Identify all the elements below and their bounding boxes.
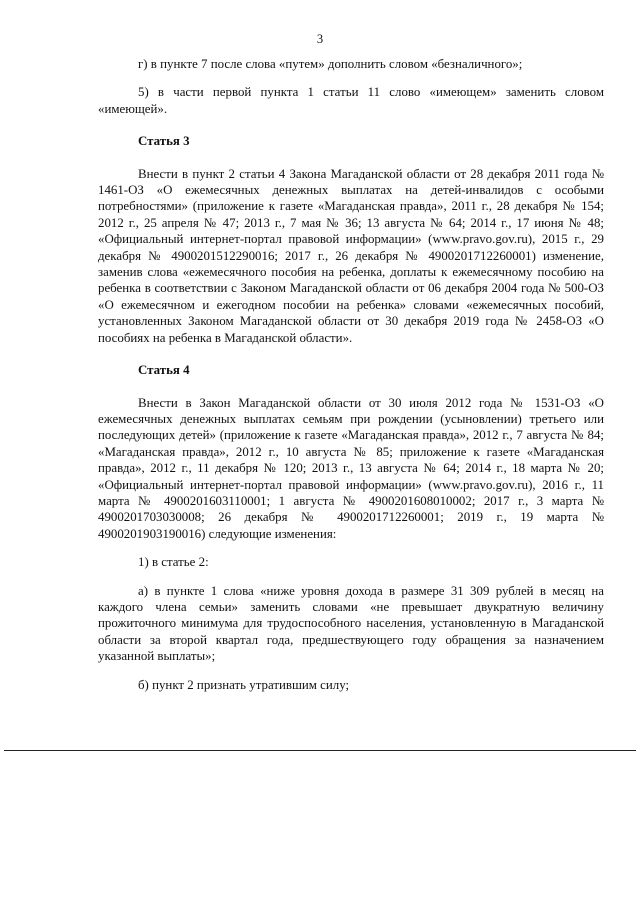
document-body	[98, 56, 604, 693]
page-number: 3	[316, 32, 324, 46]
paragraph-item-a: а) в пункте 1 слова «ниже уровня дохода в размере 31 309 рублей в месяц на каждого члена семьи» заменить словами «не превышает двукратную величину прожиточного минимума для трудоспособного населения, установленную в Магаданской области за второй квартал года, предшествующего году обращения за назначением указанной выплаты»;	[98, 583, 604, 664]
paragraph-amendment-g: г) в пункте 7 после слова «путем» дополнить словом «безналичного»;	[138, 57, 523, 71]
paragraph-item-b: б) пункт 2 признать утратившим силу;	[138, 677, 350, 692]
article-3-text: Внести в пункт 2 статьи 4 Закона Магаданской области от 28 декабря 2011 года № 1461-ОЗ «О ежемесячных денежных выплатах на детей-инвалидов с особыми потребностями» (приложение к газете «Магаданская правда», 2011 г., 28 декабря № 154; 2012 г., 25 апреля № 47; 2013 г., 7 мая № 36; 13 августа № 64; 2014 г., 17 июня № 48; «Официальный интернет-портал правовой информации» (www.pravo.gov.ru), 2015 г., 29 декабря № 4900201512290016; 2017 г., 26 декабря № 4900201712260001) изменение, заменив слова «ежемесячного пособия на ребенка, доплаты к ежемесячному пособию на ребенка в соответствии с Законом Магаданской области от 06 декабря 2004 года № 500-ОЗ «О ежемесячном и ежегодном пособии на ребенка» словами «ежемесячных пособий, установленных Законом Магаданской области от 30 декабря 2019 года № 2458-ОЗ «О пособиях на ребенка в Магаданской области».	[98, 166, 604, 345]
article-3-heading: Статья 3	[138, 134, 190, 149]
page-divider-line	[4, 750, 636, 751]
article-4-text: Внести в Закон Магаданской области от 30 июля 2012 года № 1531-ОЗ «О ежемесячных денежных выплатах семьям при рождении (усыновлении) третьего или последующих детей» (приложение к газете «Магаданская правда», 2012 г., 7 августа № 84; «Магаданская правда», 2012 г., 10 августа № 85; приложение к газете «Магаданская правда», 2012 г., 11 декабря № 120; 2013 г., 13 августа № 64; 2014 г., 18 марта № 20; «Официальный интернет-портал правовой информации» (www.pravo.gov.ru), 2016 г., 11 марта № 4900201603110001; 1 августа № 4900201608010002; 2017 г., 3 марта № 4900201703030008; 26 декабря № 4900201712260001; 2019 г., 19 марта № 4900201903190016) следующие изменения:	[98, 395, 604, 541]
paragraph-item-1: 1) в статье 2:	[138, 555, 209, 570]
paragraph-amendment-5: 5) в части первой пункта 1 статьи 11 слово «имеющем» заменить словом «имеющей».	[98, 85, 604, 116]
article-4-heading: Статья 4	[138, 363, 190, 378]
